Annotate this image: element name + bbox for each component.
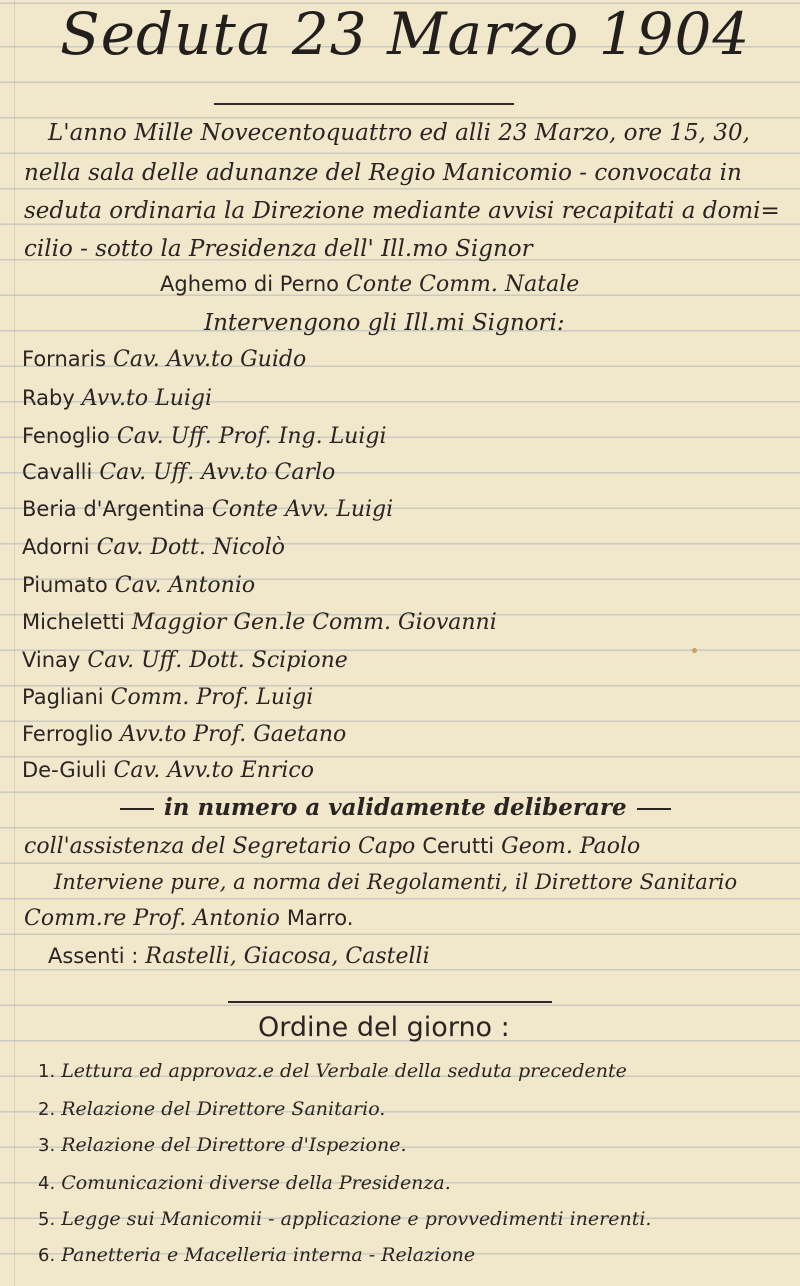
member-title: Comm. Prof. Luigi — [110, 685, 314, 710]
margin-line — [14, 0, 15, 1286]
member-title: Avv.to Luigi — [81, 386, 213, 411]
intro-line-2: nella sala delle adunanze del Regio Manicomio - convocata in — [24, 160, 742, 186]
agenda-heading: Ordine del giorno : — [258, 1012, 510, 1043]
member-row — [22, 460, 335, 485]
agenda-number: 3. — [38, 1135, 56, 1156]
quorum-dash-right — [637, 808, 671, 810]
member-surname: Raby — [22, 386, 75, 410]
member-surname: Fornaris — [22, 347, 107, 371]
president-line — [160, 272, 579, 297]
member-row — [22, 535, 285, 560]
agenda-number: 6. — [38, 1245, 56, 1266]
member-title: Conte Avv. Luigi — [211, 497, 394, 522]
member-title: Cav. Dott. Nicolò — [96, 535, 286, 560]
member-surname: Vinay — [22, 648, 81, 672]
member-surname: Micheletti — [22, 610, 125, 634]
member-title: Cav. Uff. Avv.to Carlo — [99, 460, 336, 485]
agenda-item — [38, 1134, 407, 1156]
agenda-item — [38, 1060, 627, 1082]
member-surname: Piumato — [22, 573, 108, 597]
member-surname: Cavalli — [22, 460, 93, 484]
absent-names: Rastelli, Giacosa, Castelli — [145, 944, 430, 969]
absent-line — [48, 944, 430, 969]
director-line-1: Interviene pure, a norma dei Regolamenti, il Direttore Sanitario — [54, 870, 738, 894]
agenda-item — [38, 1208, 651, 1230]
attendance-heading: Intervengono gli Ill.mi Signori: — [204, 310, 565, 336]
absent-label: Assenti : — [48, 944, 139, 968]
member-row — [22, 386, 212, 411]
member-row — [22, 610, 497, 635]
member-row — [22, 758, 314, 783]
member-title: Cav. Uff. Dott. Scipione — [87, 648, 348, 673]
agenda-number: 4. — [38, 1173, 56, 1194]
member-title: Cav. Avv.to Enrico — [113, 758, 314, 783]
member-surname: Adorni — [22, 535, 90, 559]
member-title: Cav. Avv.to Guido — [113, 347, 307, 372]
member-row — [22, 722, 346, 747]
agenda-item — [38, 1244, 475, 1266]
president-surname: Aghemo di Perno — [160, 272, 340, 296]
intro-line-4: cilio - sotto la Presidenza dell' Ill.mo Signor — [24, 236, 533, 262]
page-title: Seduta 23 Marzo 1904 — [60, 0, 751, 68]
agenda-number: 1. — [38, 1061, 56, 1082]
member-row — [22, 497, 393, 522]
member-title: Cav. Uff. Prof. Ing. Luigi — [116, 424, 387, 449]
member-row — [22, 648, 348, 673]
agenda-number: 5. — [38, 1209, 56, 1230]
member-surname: Ferroglio — [22, 722, 113, 746]
secretary-prefix: coll'assistenza del Segretario Capo — [24, 834, 416, 859]
quorum-dash-left — [120, 808, 154, 810]
director-prefix: Comm.re Prof. Antonio — [24, 906, 280, 931]
agenda-text: Relazione del Direttore d'Ispezione. — [61, 1134, 407, 1156]
intro-line-3: seduta ordinaria la Direzione mediante avvisi recapitati a domi= — [24, 198, 780, 224]
member-surname: De-Giuli — [22, 758, 107, 782]
director-surname: Marro. — [286, 906, 354, 930]
agenda-item — [38, 1098, 385, 1120]
member-surname: Fenoglio — [22, 424, 110, 448]
quorum-line — [110, 794, 681, 821]
agenda-item — [38, 1172, 451, 1194]
member-title: Cav. Antonio — [114, 573, 256, 598]
member-row — [22, 573, 255, 598]
agenda-number: 2. — [38, 1099, 56, 1120]
member-title: Maggior Gen.le Comm. Giovanni — [131, 610, 497, 635]
quorum-text: in numero a validamente deliberare — [164, 794, 627, 821]
agenda-divider — [228, 1001, 552, 1003]
intro-line-1: L'anno Mille Novecentoquattro ed alli 23 Marzo, ore 15, 30, — [48, 120, 750, 146]
member-row — [22, 424, 387, 449]
agenda-text: Lettura ed approvaz.e del Verbale della seduta precedente — [61, 1060, 627, 1082]
agenda-text: Panetteria e Macelleria interna - Relazione — [61, 1244, 476, 1266]
secretary-name: Geom. Paolo — [501, 834, 641, 859]
title-divider — [214, 103, 514, 105]
member-title: Avv.to Prof. Gaetano — [119, 722, 347, 747]
agenda-text: Comunicazioni diverse della Presidenza. — [61, 1172, 451, 1194]
member-surname: Pagliani — [22, 685, 104, 709]
director-line-2 — [24, 906, 353, 931]
member-surname: Beria d'Argentina — [22, 497, 205, 521]
agenda-text: Legge sui Manicomii - applicazione e provvedimenti inerenti. — [61, 1208, 652, 1230]
member-row — [22, 347, 306, 372]
president-title: Conte Comm. Natale — [346, 272, 580, 297]
ink-spot — [692, 648, 697, 653]
agenda-text: Relazione del Direttore Sanitario. — [61, 1098, 386, 1120]
secretary-surname: Cerutti — [422, 834, 495, 858]
secretary-line — [24, 834, 640, 859]
member-row — [22, 685, 313, 710]
